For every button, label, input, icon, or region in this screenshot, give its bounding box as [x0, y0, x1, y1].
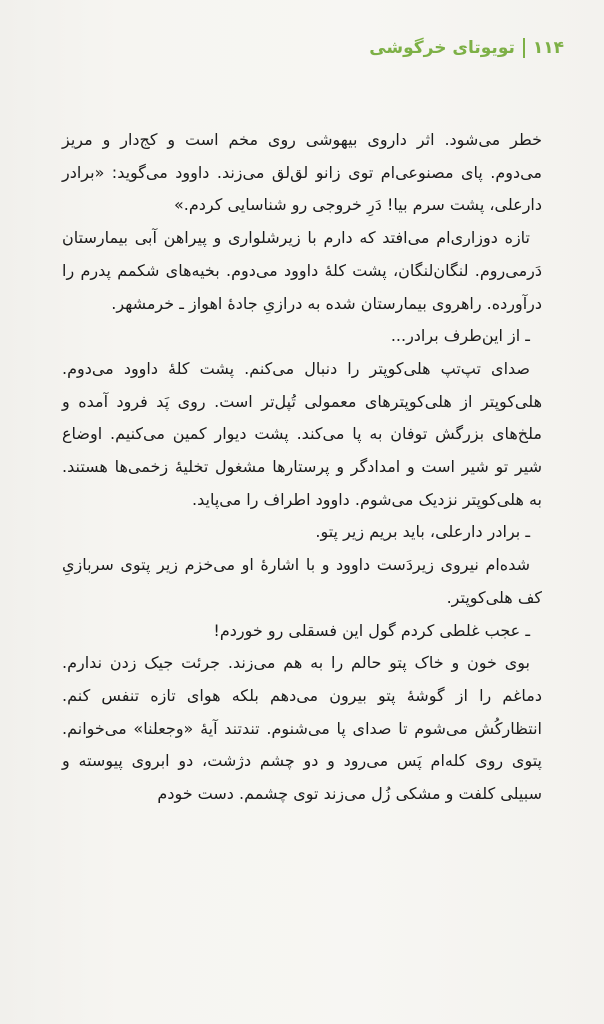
- paragraph: صدای تپ‌تپ هلی‌کوپتر را دنبال می‌کنم. پشت کلهٔ داوود می‌دوم. هلی‌کوپتر از هلی‌کوپترهای معمولی تُپل‌تر است. روی پَد فرود آمده و ملخ‌های بزرگش توفان به پا می‌کند. پشت دیوار کمین می‌کنیم. اوضاع شیر تو شیر است و امدادگر و پرستارها مشغول تخلیهٔ زخمی‌ها هستند. به هلی‌کوپتر نزدیک می‌شوم. داوود اطراف را می‌پاید.: [62, 358, 542, 509]
- header-divider: [523, 38, 525, 58]
- body-text: [62, 124, 542, 811]
- dialogue-line: ـ برادر دارعلی، باید بریم زیر پتو.: [315, 522, 530, 542]
- page-number: ۱۱۴: [532, 38, 564, 58]
- paragraph: خطر می‌شود. اثر داروی بیهوشی روی مخم است و کج‌دار و مریز می‌دوم. پای مصنوعی‌ام توی زانو لق‌لق می‌زند. داوود می‌گوید: «برادر دارعلی، پشت سرم بیا! دَرِ خروجی رو شناسایی کردم.»: [62, 130, 542, 215]
- page-header: [369, 38, 564, 58]
- paragraph: شده‌ام نیروی زیردَست داوود و با اشارهٔ او می‌خزم زیر پتوی سربازیِ کف هلی‌کوپتر.: [62, 555, 542, 607]
- paragraph: بوی خون و خاک پتو حالم را به هم می‌زند. جرئت جیک زدن ندارم. دماغم را از گوشهٔ پتو بیرون می‌دهم بلکه هوای تازه تنفس کنم. انتظارکُش می‌شوم تا صدای پا می‌شنوم. تندتند آیهٔ «وجعلنا» می‌خوانم. پتوی روی کله‌ام پَس می‌رود و دو چشم دژشت، دو ابروی پیوسته و سبیلی کلفت و مشکی زُل می‌زند توی چشمم. دست خودم: [62, 653, 542, 804]
- dialogue-line: ـ عجب غلطی کردم گول این فسقلی رو خوردم!: [213, 620, 530, 640]
- paragraph: تازه دوزاری‌ام می‌افتد که دارم با زیرشلواری و پیراهن آبی بیمارستان دَرمی‌روم. لنگان‌لنگان، پشت کلهٔ داوود می‌دوم. بخیه‌های شکمم پدرم را درآورده. راهروی بیمارستان شده به درازیِ جادهٔ اهواز ـ خرمشهر.: [62, 228, 542, 313]
- book-title: تویوتای خرگوشی: [369, 38, 515, 58]
- dialogue-line: ـ از این‌طرف برادر...: [390, 326, 530, 346]
